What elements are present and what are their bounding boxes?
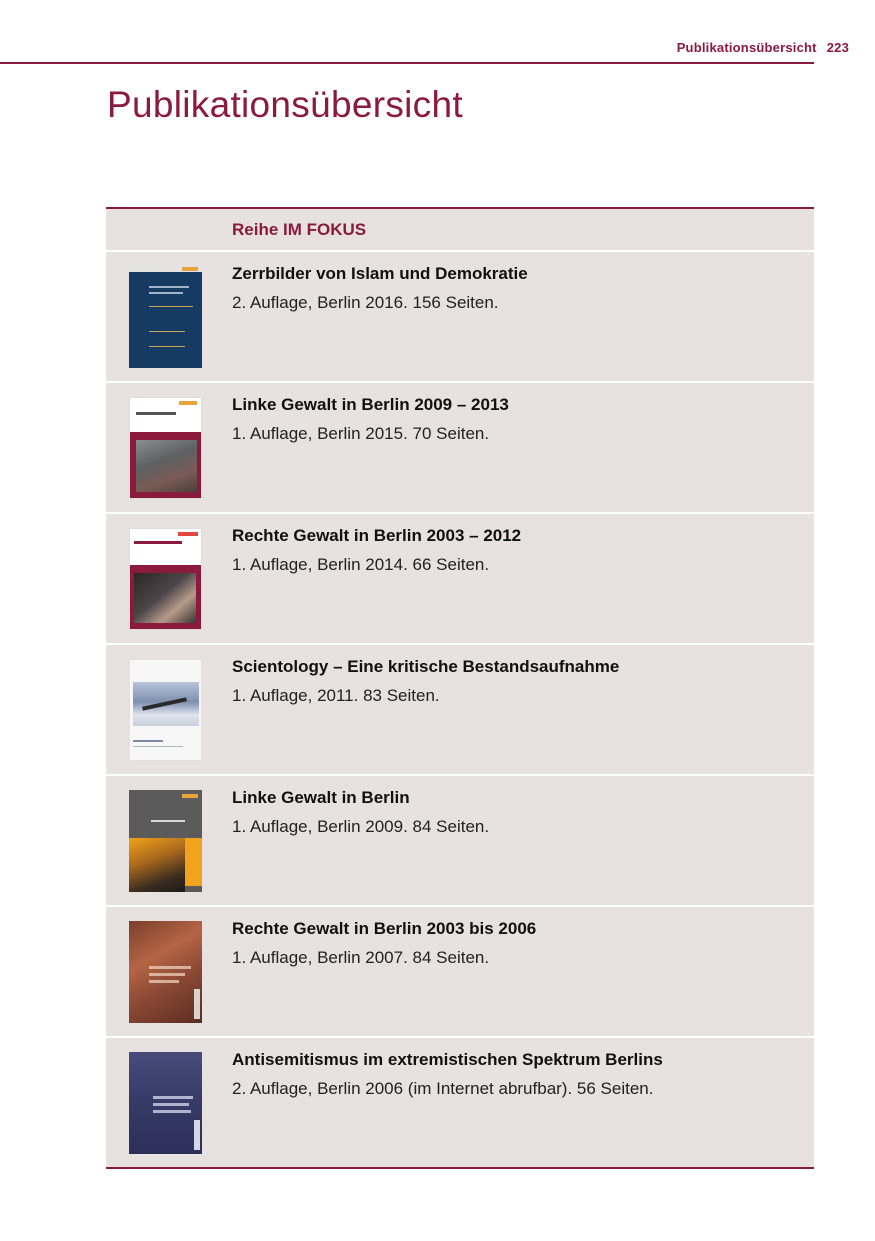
publication-title: Linke Gewalt in Berlin 2009 – 2013 (232, 395, 509, 414)
publication-title: Antisemitismus im extremistischen Spektrum Berlins (232, 1050, 663, 1069)
page-number: 223 (826, 40, 849, 55)
publication-row (106, 776, 814, 907)
book-cover-image (129, 921, 202, 1023)
table-header (106, 209, 814, 252)
header-rule (0, 62, 814, 64)
publication-detail: 1. Auflage, 2011. 83 Seiten. (232, 686, 440, 705)
book-cover-image (129, 790, 202, 892)
publication-title: Rechte Gewalt in Berlin 2003 – 2012 (232, 526, 522, 545)
publication-detail: 1. Auflage, Berlin 2015. 70 Seiten. (232, 424, 490, 443)
publication-table (106, 207, 814, 1169)
publication-row (106, 514, 814, 645)
running-head (677, 40, 849, 55)
series-heading: Reihe IM FOKUS (232, 220, 367, 239)
book-cover-image (129, 528, 202, 630)
publication-title: Zerrbilder von Islam und Demokratie (232, 264, 528, 283)
publication-detail: 2. Auflage, Berlin 2016. 156 Seiten. (232, 293, 499, 312)
publication-title: Linke Gewalt in Berlin (232, 788, 410, 807)
publication-title: Scientology – Eine kritische Bestandsaufnahme (232, 657, 620, 676)
publication-detail: 1. Auflage, Berlin 2007. 84 Seiten. (232, 948, 490, 967)
publication-detail: 1. Auflage, Berlin 2014. 66 Seiten. (232, 555, 490, 574)
publication-row (106, 383, 814, 514)
book-cover-image (129, 266, 202, 368)
publication-title: Rechte Gewalt in Berlin 2003 bis 2006 (232, 919, 537, 938)
book-cover-image (129, 1052, 202, 1154)
book-cover-image (129, 659, 202, 761)
publication-row (106, 645, 814, 776)
page-title: Publikationsübersicht (107, 84, 463, 125)
publication-detail: 2. Auflage, Berlin 2006 (im Internet abrufbar). 56 Seiten. (232, 1079, 654, 1098)
publication-detail: 1. Auflage, Berlin 2009. 84 Seiten. (232, 817, 490, 836)
publication-row (106, 252, 814, 383)
running-head-section: Publikationsübersicht (676, 40, 817, 55)
publication-row (106, 907, 814, 1038)
publication-row (106, 1038, 814, 1167)
book-cover-image (129, 397, 202, 499)
